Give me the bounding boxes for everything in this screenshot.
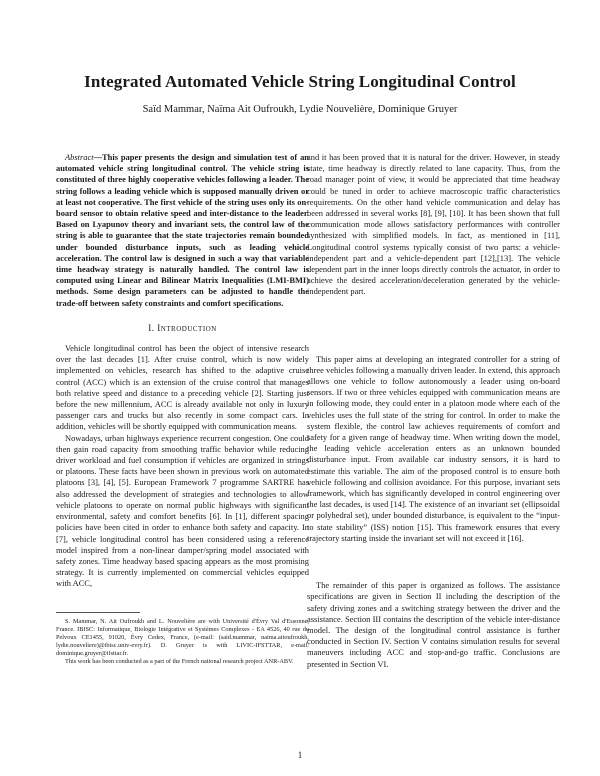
section-title-rest: NTRODUCTION: [160, 324, 217, 333]
left-column: [56, 152, 309, 666]
body-paragraph: The remainder of this paper is organized as follows. The assistance specifications are given in Section II including the description of the safety driving zones and a switching strategy between the driver and the assistance. Section III contains the description of the vehicle inter-distance model. The design of the longitudinal control assistance is further conducted in Section IV. Section V contains simulation results for several maneuvers including ACC and stop-and-go traffic. Conclusions are presented in Section VI.: [307, 580, 560, 669]
section-title-initial: I: [157, 322, 161, 333]
right-column: [307, 152, 560, 670]
body-paragraph: and it has been proved that it is natural for the driver. However, in steady state, time headway is directly related to lane capacity. Thus, from the road manager point of view, it would be appreciated that time headway could be tuned in order to achieve macroscopic traffic characteristics requirements. On the other hand vehicle communication and delay has been addressed in several works [8], [9], [10]. It has been shown that full communication mode allows satisfactory performances with controller synthesized with simplified models. In fact, as mentioned in [11], Longitudinal control systems typically consist of two parts: a vehicle-independent part and a vehicle-dependent part [12],[13]. The vehicle dependent part in the inner loops directly controls the actuator, in order to achieve the desired acceleration/deceleration generated by the vehicle-independent part.: [307, 152, 560, 297]
section-number: I.: [148, 322, 155, 333]
body-paragraph: Nowadays, urban highways experience recurrent congestion. One could then gain road capacity from smoothing traffic behavior while reducing driver workload and fuel consumption if vehicles are organized in strings or platoons. These facts have been shown in previous work on automated platoons [3], [4], [5]. European Framework 7 programme SARTRE has also addressed the development of strategies and technologies to allow vehicle platoons to operate on normal public highways with significant environmental, safety and comfort benefits [6]. In [1], different spacing policies have been cited in order to enhance both safety and capacity. In [7], vehicle longitudinal control has been considered using a reference model inspired from a non-linear damper/spring model associated with safety zones. Time headway based spacing appears as the most promising strategy. It is currently implemented on commercial vehicles equipped with ACC,: [56, 432, 309, 589]
paper-title: Integrated Automated Vehicle String Longitudinal Control: [84, 72, 516, 91]
abstract: [56, 152, 309, 309]
footnote: This work has been conducted as a part of the French national research project ANR-ABV.: [65, 657, 294, 665]
footnote-divider: [56, 612, 140, 613]
body-paragraph: Vehicle longitudinal control has been the object of intensive research over the last decades [1]. After cruise control, which is now widely implemented on vehicles, research has shifted to the adaptive cruise control (ACC) which is an extension of the cruise control that manages both relative speed and distance to a preceding vehicle [2]. Starting just before the new millennium, ACC is already available not only in luxury passenger cars and trucks but also recently in some compact cars. In addition, vehicles will be shortly equipped with communication means.: [56, 343, 309, 432]
page-number: 1: [297, 750, 303, 760]
abstract-label: Abstract: [65, 152, 94, 162]
body-paragraph: This paper aims at developing an integrated controller for a string of three vehicles following a manually driven leader. In extend, this approach allows one vehicle to follow autonomously a leader using on-board sensors. If two or three vehicles equipped with communication means are in following mode, they could enter in a platoon mode where each of the vehicles uses the full state of the string for control. In order to make the system flexible, the control law achieves requirements of comfort and safety for a given range of headway time. When writing down the model, the leading vehicle acceleration enters as an unknown bounded disturbance input. From available car industry sensors, it is hard to estimate this variable. The aim of the proposed control is to ensure both vehicle following and collision avoidance. For this purpose, invariant sets framework, which has significantly developed in control engineering over the last decades, is used [14]. The existence of an invariant set (ellipsoidal or polyhedral set), under bounded disturbance, is equivalent to the “input-to state stability” (ISS) notion [15]. This framework ensures that every trajectory starting inside the invariant set will not exceed it [16].: [307, 353, 560, 543]
abstract-text: —This paper presents the design and simulation test of an automated vehicle string longitudinal control. The vehicle string is constituted of three highly cooperative vehicles following a leader. The string follows a leading vehicle which is supposed manually driven or at least not cooperative. The first vehicle of the string uses only its on-board sensor to obtain relative speed and inter-distance to the leader. Based on Lyapunov theory and invariant sets, the control law of the string is able to guarantee that the state trajectories remain bounded under bounded disturbance inputs, such as leading vehicle acceleration. The control law is designed in such a way that variable time headway strategy is naturally handled. The control law is computed using Linear and Bilinear Matrix Inequalities (LMI-BMI) methods. Some design parameters can be adjusted to handle the trade-off between safety constraints and comfort specifications.: [56, 152, 309, 308]
author-list: Saïd Mammar, Naïma Ait Oufroukh, Lydie Nouvelière, Dominique Gruyer: [142, 104, 458, 115]
section-heading-introduction: [56, 323, 309, 335]
footnote: S. Mammar, N. Ait Oufroukh and L. Nouvelière are with Université d'Évry Val d'Essonne, France. IBISC: Informatique, Biologie Intégrative et Systèmes Complexes - EA 4526, 40 rue du Pelvoux CE1455, 91020, Évry Cedex, France, (e-mail: (said.mammar, naima.aitoufroukh, lydie.nouveliere)@ibisc.univ-evry.fr). D. Gruyer is with LIVIC-IFSTTAR, e-mail: dominique.gruyer@ifsttar.fr.: [56, 617, 309, 657]
